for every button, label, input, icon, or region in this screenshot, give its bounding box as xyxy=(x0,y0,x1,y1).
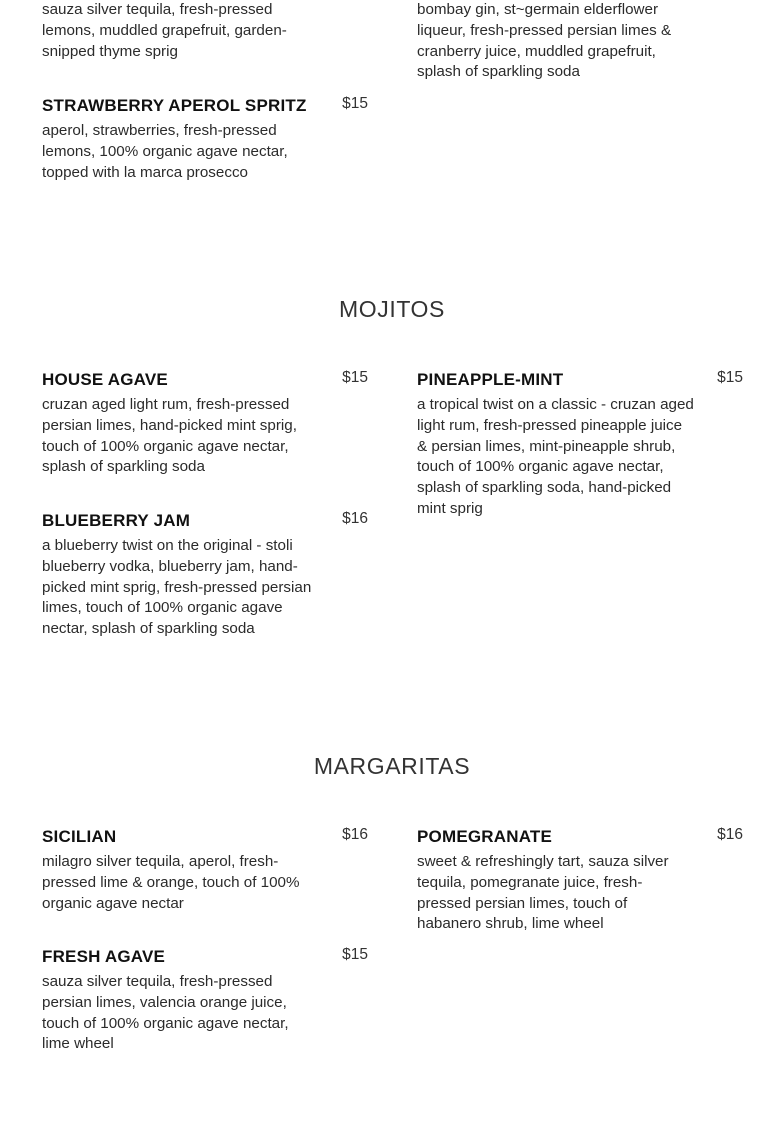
menu-item-name: POMEGRANATE xyxy=(417,827,553,846)
menu-item-price: $16 xyxy=(342,510,368,527)
section-title-margaritas: MARGARITAS xyxy=(313,753,471,779)
menu-item-price: $15 xyxy=(342,369,368,386)
menu-item-name: FRESH AGAVE xyxy=(42,947,166,966)
section-title-mojitos: MOJITOS xyxy=(338,296,445,322)
menu-item-price: $16 xyxy=(342,826,368,843)
menu-item-name: SICILIAN xyxy=(42,827,117,846)
menu-item-description: bombay gin, st~germain elderflower liqueur, fresh-pressed persian limes & cranberry juice, muddled grapefruit, splash of sparkling soda xyxy=(417,1,672,81)
menu-item-name: HOUSE AGAVE xyxy=(42,370,168,389)
menu-item-name: BLUEBERRY JAM xyxy=(42,511,191,530)
menu-item-price: $15 xyxy=(717,369,743,386)
menu-item-description: aperol, strawberries, fresh-pressed lemons, 100% organic agave nectar, topped with la marca prosecco xyxy=(42,122,288,181)
menu-item-description: sauza silver tequila, fresh-pressed persian limes, valencia orange juice, touch of 100% organic agave nectar, lime wheel xyxy=(42,973,289,1053)
menu-item-description: milagro silver tequila, aperol, fresh-pressed lime & orange, touch of 100% organic agave nectar xyxy=(42,853,300,912)
menu-item-price: $15 xyxy=(342,95,368,112)
menu-item-name: STRAWBERRY APEROL SPRITZ xyxy=(42,96,307,115)
menu-item-description: a blueberry twist on the original - stoli blueberry vodka, blueberry jam, hand-picked mint sprig, fresh-pressed persian limes, touch of 100% organic agave nectar, splash of sparkling soda xyxy=(42,537,312,638)
menu-item-description: sauza silver tequila, fresh-pressed lemons, muddled grapefruit, garden-snipped thyme sprig xyxy=(42,1,287,60)
menu-item-price: $15 xyxy=(342,946,368,963)
menu-item-name: PINEAPPLE-MINT xyxy=(417,370,564,389)
menu-item-price: $16 xyxy=(717,826,743,843)
menu-item-description: cruzan aged light rum, fresh-pressed persian limes, hand-picked mint sprig, touch of 100% organic agave nectar, splash of sparkling soda xyxy=(42,396,297,476)
menu-item-description: sweet & refreshingly tart, sauza silver tequila, pomegranate juice, fresh-pressed persian limes, touch of habanero shrub, lime wheel xyxy=(417,853,669,933)
menu-item-description: a tropical twist on a classic - cruzan aged light rum, fresh-pressed pineapple juice & persian limes, mint-pineapple shrub, touch of 100% organic agave nectar, splash of sparkling soda, hand-picked mint sprig xyxy=(417,396,694,517)
